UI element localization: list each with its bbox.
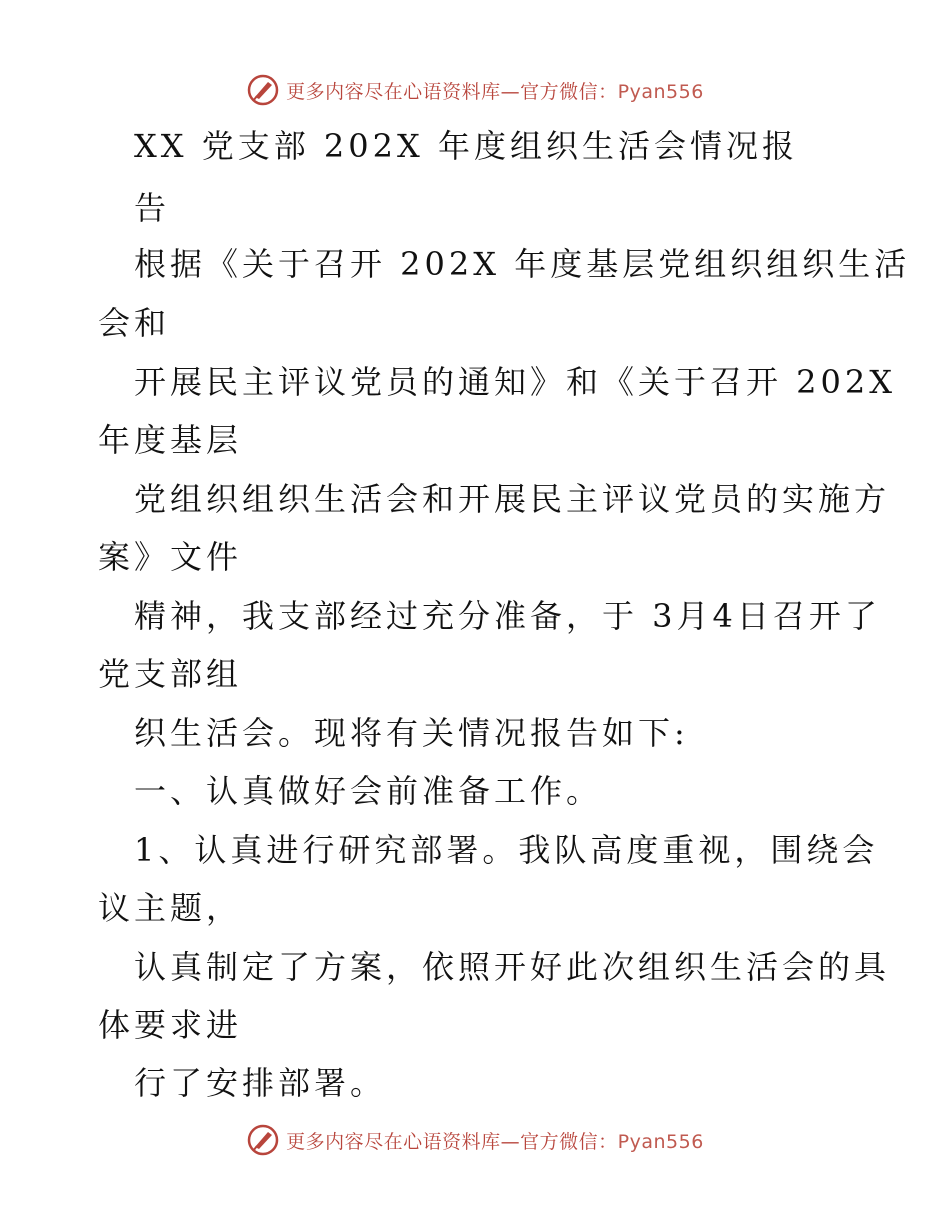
quill-pen-logo-icon bbox=[246, 1123, 280, 1157]
paragraph-line: 党支部组 bbox=[98, 655, 243, 693]
paragraph-line: 1、认真进行研究部署。我队高度重视，围绕会 bbox=[134, 831, 879, 869]
paragraph-line: 党组织组织生活会和开展民主评议党员的实施方 bbox=[134, 480, 891, 518]
paragraph-line: 案》文件 bbox=[98, 538, 243, 576]
quill-pen-logo-icon bbox=[246, 73, 280, 107]
banner-label: 更多内容尽在心语资料库—官方微信： bbox=[286, 80, 618, 103]
paragraph-line: 议主题， bbox=[98, 889, 243, 927]
section-heading: 一、认真做好会前准备工作。 bbox=[134, 772, 603, 810]
footer-watermark-banner bbox=[0, 1120, 950, 1160]
banner-text bbox=[286, 1127, 704, 1154]
paragraph-line: 认真制定了方案，依照开好此次组织生活会的具 bbox=[134, 948, 891, 986]
banner-wechat-id: Pyan556 bbox=[617, 80, 704, 103]
document-title: XX 党支部 202X 年度组织生活会情况报 bbox=[134, 127, 798, 165]
paragraph-line: 精神，我支部经过充分准备，于 3月4日召开了 bbox=[134, 597, 881, 635]
document-title-continued: 告 bbox=[134, 189, 171, 227]
banner-text bbox=[286, 77, 704, 104]
paragraph-line: 体要求进 bbox=[98, 1006, 243, 1044]
banner-label: 更多内容尽在心语资料库—官方微信： bbox=[286, 1130, 618, 1153]
paragraph-line: 年度基层 bbox=[98, 421, 243, 459]
header-watermark-banner bbox=[0, 70, 950, 110]
paragraph-line: 开展民主评议党员的通知》和《关于召开 202X bbox=[134, 363, 897, 401]
paragraph-line: 织生活会。现将有关情况报告如下: bbox=[134, 714, 689, 752]
paragraph-line: 会和 bbox=[98, 304, 171, 342]
paragraph-line: 行了安排部署。 bbox=[134, 1064, 387, 1102]
banner-wechat-id: Pyan556 bbox=[617, 1130, 704, 1153]
paragraph-line: 根据《关于召开 202X 年度基层党组织组织生活 bbox=[134, 245, 911, 283]
